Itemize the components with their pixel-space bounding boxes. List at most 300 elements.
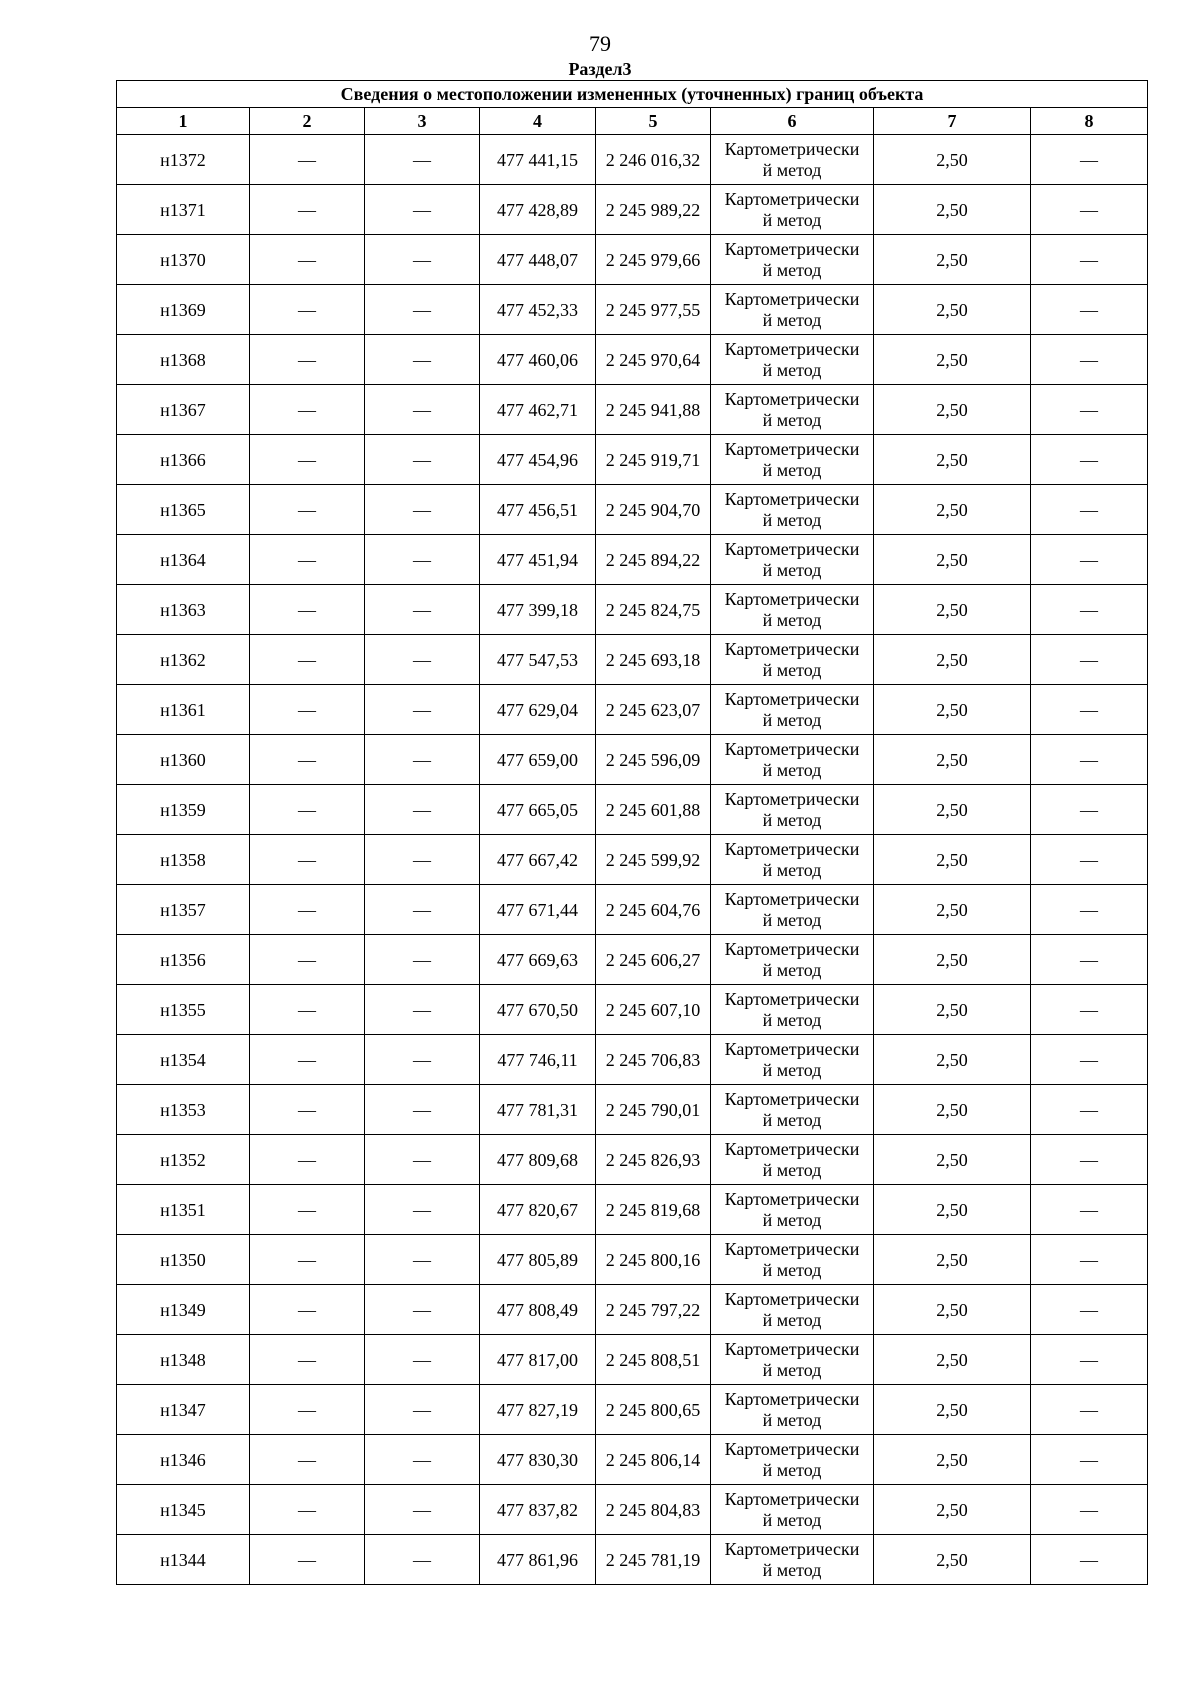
empty-dash-cell: — [365, 235, 480, 285]
point-number-cell: н1371 [117, 185, 250, 235]
method-line-2: й метод [762, 1009, 822, 1030]
empty-dash-cell: — [250, 1385, 365, 1435]
y-coordinate-cell: 2 245 806,14 [596, 1435, 711, 1485]
accuracy-cell: 2,50 [874, 1485, 1031, 1535]
point-number-cell: н1344 [117, 1535, 250, 1585]
x-coordinate-cell: 477 827,19 [480, 1385, 596, 1435]
point-number-cell: н1358 [117, 835, 250, 885]
y-coordinate-cell: 2 245 989,22 [596, 185, 711, 235]
accuracy-cell: 2,50 [874, 835, 1031, 885]
accuracy-cell: 2,50 [874, 1085, 1031, 1135]
point-number-cell: н1354 [117, 1035, 250, 1085]
empty-dash-cell: — [1031, 1285, 1148, 1335]
empty-dash-cell: — [1031, 685, 1148, 735]
method-line-1: Картометрически [724, 488, 860, 509]
empty-dash-cell: — [365, 885, 480, 935]
empty-dash-cell: — [1031, 435, 1148, 485]
empty-dash-cell: — [250, 1285, 365, 1335]
accuracy-cell: 2,50 [874, 735, 1031, 785]
y-coordinate-cell: 2 245 596,09 [596, 735, 711, 785]
empty-dash-cell: — [250, 1485, 365, 1535]
coordinates-table [116, 80, 1148, 1585]
method-line-2: й метод [762, 409, 822, 430]
column-numbers-row [117, 108, 1148, 135]
table-body [117, 135, 1148, 1585]
y-coordinate-cell: 2 245 601,88 [596, 785, 711, 835]
table-row [117, 1285, 1148, 1335]
empty-dash-cell: — [1031, 1435, 1148, 1485]
accuracy-cell: 2,50 [874, 1285, 1031, 1335]
empty-dash-cell: — [250, 1085, 365, 1135]
x-coordinate-cell: 477 830,30 [480, 1435, 596, 1485]
y-coordinate-cell: 2 245 804,83 [596, 1485, 711, 1535]
empty-dash-cell: — [1031, 735, 1148, 785]
point-number-cell: н1356 [117, 935, 250, 985]
empty-dash-cell: — [250, 1135, 365, 1185]
x-coordinate-cell: 477 428,89 [480, 185, 596, 235]
method-cell [711, 285, 874, 335]
y-coordinate-cell: 2 245 979,66 [596, 235, 711, 285]
empty-dash-cell: — [365, 685, 480, 735]
table-row [117, 585, 1148, 635]
x-coordinate-cell: 477 820,67 [480, 1185, 596, 1235]
empty-dash-cell: — [365, 985, 480, 1035]
table-row [117, 785, 1148, 835]
method-line-2: й метод [762, 559, 822, 580]
method-line-1: Картометрически [724, 638, 860, 659]
method-line-1: Картометрически [724, 1388, 860, 1409]
x-coordinate-cell: 477 454,96 [480, 435, 596, 485]
empty-dash-cell: — [250, 485, 365, 535]
x-coordinate-cell: 477 817,00 [480, 1335, 596, 1385]
method-cell [711, 735, 874, 785]
method-line-1: Картометрически [724, 288, 860, 309]
method-line-1: Картометрически [724, 1038, 860, 1059]
point-number-cell: н1361 [117, 685, 250, 735]
x-coordinate-cell: 477 805,89 [480, 1235, 596, 1285]
empty-dash-cell: — [1031, 335, 1148, 385]
y-coordinate-cell: 2 245 781,19 [596, 1535, 711, 1585]
method-line-2: й метод [762, 1309, 822, 1330]
empty-dash-cell: — [365, 1285, 480, 1335]
method-line-1: Картометрически [724, 788, 860, 809]
empty-dash-cell: — [250, 435, 365, 485]
method-line-1: Картометрически [724, 1088, 860, 1109]
method-line-2: й метод [762, 1059, 822, 1080]
empty-dash-cell: — [1031, 1385, 1148, 1435]
method-line-2: й метод [762, 1509, 822, 1530]
empty-dash-cell: — [1031, 485, 1148, 535]
empty-dash-cell: — [250, 135, 365, 185]
empty-dash-cell: — [365, 285, 480, 335]
column-number: 2 [250, 108, 365, 135]
empty-dash-cell: — [365, 535, 480, 585]
empty-dash-cell: — [1031, 1235, 1148, 1285]
empty-dash-cell: — [365, 1135, 480, 1185]
point-number-cell: н1353 [117, 1085, 250, 1135]
x-coordinate-cell: 477 861,96 [480, 1535, 596, 1585]
empty-dash-cell: — [1031, 1035, 1148, 1085]
accuracy-cell: 2,50 [874, 235, 1031, 285]
y-coordinate-cell: 2 245 800,65 [596, 1385, 711, 1435]
method-cell [711, 535, 874, 585]
method-cell [711, 1035, 874, 1085]
table-row [117, 685, 1148, 735]
method-line-1: Картометрически [724, 438, 860, 459]
point-number-cell: н1362 [117, 635, 250, 685]
x-coordinate-cell: 477 629,04 [480, 685, 596, 735]
page-number: 79 [589, 31, 611, 56]
empty-dash-cell: — [1031, 985, 1148, 1035]
column-number: 3 [365, 108, 480, 135]
empty-dash-cell: — [250, 1335, 365, 1385]
method-cell [711, 785, 874, 835]
column-number: 4 [480, 108, 596, 135]
method-line-2: й метод [762, 1109, 822, 1130]
accuracy-cell: 2,50 [874, 685, 1031, 735]
table-row [117, 285, 1148, 335]
table-row [117, 1385, 1148, 1435]
column-number: 8 [1031, 108, 1148, 135]
point-number-cell: н1369 [117, 285, 250, 335]
method-line-1: Картометрически [724, 1538, 860, 1559]
table-row [117, 1235, 1148, 1285]
empty-dash-cell: — [365, 1185, 480, 1235]
accuracy-cell: 2,50 [874, 535, 1031, 585]
accuracy-cell: 2,50 [874, 935, 1031, 985]
method-line-2: й метод [762, 909, 822, 930]
empty-dash-cell: — [250, 385, 365, 435]
table-row [117, 1035, 1148, 1085]
x-coordinate-cell: 477 665,05 [480, 785, 596, 835]
empty-dash-cell: — [365, 1335, 480, 1385]
method-line-2: й метод [762, 159, 822, 180]
method-cell [711, 1185, 874, 1235]
accuracy-cell: 2,50 [874, 1235, 1031, 1285]
point-number-cell: н1372 [117, 135, 250, 185]
point-number-cell: н1349 [117, 1285, 250, 1335]
table-row [117, 1435, 1148, 1485]
empty-dash-cell: — [365, 435, 480, 485]
point-number-cell: н1351 [117, 1185, 250, 1235]
method-cell [711, 1435, 874, 1485]
table-row [117, 1535, 1148, 1585]
method-cell [711, 835, 874, 885]
method-cell [711, 435, 874, 485]
empty-dash-cell: — [1031, 135, 1148, 185]
method-line-1: Картометрически [724, 1188, 860, 1209]
empty-dash-cell: — [1031, 1085, 1148, 1135]
method-cell [711, 635, 874, 685]
method-line-2: й метод [762, 659, 822, 680]
method-cell [711, 385, 874, 435]
accuracy-cell: 2,50 [874, 435, 1031, 485]
y-coordinate-cell: 2 245 790,01 [596, 1085, 711, 1135]
empty-dash-cell: — [1031, 835, 1148, 885]
method-line-2: й метод [762, 859, 822, 880]
y-coordinate-cell: 2 245 977,55 [596, 285, 711, 335]
empty-dash-cell: — [250, 1435, 365, 1485]
method-cell [711, 1135, 874, 1185]
y-coordinate-cell: 2 245 824,75 [596, 585, 711, 635]
table-row [117, 1185, 1148, 1235]
empty-dash-cell: — [250, 985, 365, 1035]
method-line-1: Картометрически [724, 838, 860, 859]
method-line-1: Картометрически [724, 988, 860, 1009]
empty-dash-cell: — [365, 1535, 480, 1585]
accuracy-cell: 2,50 [874, 635, 1031, 685]
accuracy-cell: 2,50 [874, 485, 1031, 535]
y-coordinate-cell: 2 245 606,27 [596, 935, 711, 985]
method-line-1: Картометрически [724, 888, 860, 909]
empty-dash-cell: — [250, 885, 365, 935]
accuracy-cell: 2,50 [874, 1535, 1031, 1585]
empty-dash-cell: — [1031, 935, 1148, 985]
method-line-2: й метод [762, 209, 822, 230]
y-coordinate-cell: 2 245 919,71 [596, 435, 711, 485]
point-number-cell: н1355 [117, 985, 250, 1035]
empty-dash-cell: — [365, 135, 480, 185]
accuracy-cell: 2,50 [874, 985, 1031, 1035]
x-coordinate-cell: 477 659,00 [480, 735, 596, 785]
method-line-2: й метод [762, 1459, 822, 1480]
method-line-1: Картометрически [724, 1438, 860, 1459]
method-line-2: й метод [762, 509, 822, 530]
table-row [117, 735, 1148, 785]
empty-dash-cell: — [1031, 185, 1148, 235]
x-coordinate-cell: 477 452,33 [480, 285, 596, 335]
empty-dash-cell: — [250, 235, 365, 285]
accuracy-cell: 2,50 [874, 185, 1031, 235]
method-cell [711, 1285, 874, 1335]
empty-dash-cell: — [365, 485, 480, 535]
x-coordinate-cell: 477 448,07 [480, 235, 596, 285]
method-line-2: й метод [762, 259, 822, 280]
y-coordinate-cell: 2 245 607,10 [596, 985, 711, 1035]
table-row [117, 135, 1148, 185]
y-coordinate-cell: 2 245 819,68 [596, 1185, 711, 1235]
method-cell [711, 1535, 874, 1585]
method-line-1: Картометрически [724, 588, 860, 609]
empty-dash-cell: — [365, 735, 480, 785]
table-row [117, 235, 1148, 285]
empty-dash-cell: — [250, 685, 365, 735]
method-cell [711, 485, 874, 535]
y-coordinate-cell: 2 245 894,22 [596, 535, 711, 585]
empty-dash-cell: — [1031, 785, 1148, 835]
table-row [117, 1085, 1148, 1135]
method-cell [711, 1485, 874, 1535]
method-line-1: Картометрически [724, 1238, 860, 1259]
x-coordinate-cell: 477 746,11 [480, 1035, 596, 1085]
method-cell [711, 335, 874, 385]
method-cell [711, 1385, 874, 1435]
method-line-2: й метод [762, 1559, 822, 1580]
x-coordinate-cell: 477 669,63 [480, 935, 596, 985]
method-cell [711, 935, 874, 985]
y-coordinate-cell: 2 245 623,07 [596, 685, 711, 735]
column-number: 1 [117, 108, 250, 135]
method-line-2: й метод [762, 609, 822, 630]
accuracy-cell: 2,50 [874, 1035, 1031, 1085]
empty-dash-cell: — [365, 1485, 480, 1535]
accuracy-cell: 2,50 [874, 135, 1031, 185]
empty-dash-cell: — [365, 1435, 480, 1485]
empty-dash-cell: — [1031, 1185, 1148, 1235]
point-number-cell: н1368 [117, 335, 250, 385]
x-coordinate-cell: 477 837,82 [480, 1485, 596, 1535]
empty-dash-cell: — [365, 935, 480, 985]
table-row [117, 335, 1148, 385]
table-row [117, 185, 1148, 235]
empty-dash-cell: — [365, 835, 480, 885]
table-row [117, 1335, 1148, 1385]
point-number-cell: н1348 [117, 1335, 250, 1385]
method-cell [711, 685, 874, 735]
table-row [117, 885, 1148, 935]
point-number-cell: н1360 [117, 735, 250, 785]
y-coordinate-cell: 2 245 941,88 [596, 385, 711, 435]
y-coordinate-cell: 2 245 800,16 [596, 1235, 711, 1285]
method-line-1: Картометрически [724, 388, 860, 409]
accuracy-cell: 2,50 [874, 1185, 1031, 1235]
method-line-2: й метод [762, 1409, 822, 1430]
x-coordinate-cell: 477 809,68 [480, 1135, 596, 1185]
empty-dash-cell: — [250, 285, 365, 335]
y-coordinate-cell: 2 245 706,83 [596, 1035, 711, 1085]
method-line-2: й метод [762, 459, 822, 480]
point-number-cell: н1357 [117, 885, 250, 935]
method-line-2: й метод [762, 809, 822, 830]
method-cell [711, 135, 874, 185]
method-line-1: Картометрически [724, 138, 860, 159]
accuracy-cell: 2,50 [874, 585, 1031, 635]
y-coordinate-cell: 2 245 797,22 [596, 1285, 711, 1335]
accuracy-cell: 2,50 [874, 1385, 1031, 1435]
table-row [117, 935, 1148, 985]
method-cell [711, 1085, 874, 1135]
empty-dash-cell: — [1031, 235, 1148, 285]
x-coordinate-cell: 477 451,94 [480, 535, 596, 585]
method-line-2: й метод [762, 709, 822, 730]
empty-dash-cell: — [250, 1235, 365, 1285]
table-row [117, 535, 1148, 585]
empty-dash-cell: — [250, 635, 365, 685]
x-coordinate-cell: 477 670,50 [480, 985, 596, 1035]
x-coordinate-cell: 477 456,51 [480, 485, 596, 535]
point-number-cell: н1367 [117, 385, 250, 435]
table-caption-row [117, 81, 1148, 108]
y-coordinate-cell: 2 245 604,76 [596, 885, 711, 935]
method-line-1: Картометрически [724, 188, 860, 209]
accuracy-cell: 2,50 [874, 1335, 1031, 1385]
method-cell [711, 1235, 874, 1285]
method-line-2: й метод [762, 1159, 822, 1180]
empty-dash-cell: — [1031, 535, 1148, 585]
column-number: 5 [596, 108, 711, 135]
empty-dash-cell: — [1031, 285, 1148, 335]
method-line-1: Картометрически [724, 1488, 860, 1509]
point-number-cell: н1347 [117, 1385, 250, 1435]
accuracy-cell: 2,50 [874, 1135, 1031, 1185]
table-row [117, 985, 1148, 1035]
method-line-1: Картометрически [724, 1338, 860, 1359]
table-row [117, 385, 1148, 435]
table-row [117, 835, 1148, 885]
empty-dash-cell: — [365, 785, 480, 835]
column-number: 6 [711, 108, 874, 135]
empty-dash-cell: — [365, 585, 480, 635]
point-number-cell: н1359 [117, 785, 250, 835]
method-line-1: Картометрически [724, 688, 860, 709]
y-coordinate-cell: 2 245 693,18 [596, 635, 711, 685]
method-line-2: й метод [762, 959, 822, 980]
empty-dash-cell: — [1031, 585, 1148, 635]
accuracy-cell: 2,50 [874, 285, 1031, 335]
method-line-2: й метод [762, 759, 822, 780]
accuracy-cell: 2,50 [874, 1435, 1031, 1485]
x-coordinate-cell: 477 441,15 [480, 135, 596, 185]
empty-dash-cell: — [250, 335, 365, 385]
y-coordinate-cell: 2 245 826,93 [596, 1135, 711, 1185]
accuracy-cell: 2,50 [874, 335, 1031, 385]
empty-dash-cell: — [1031, 385, 1148, 435]
x-coordinate-cell: 477 667,42 [480, 835, 596, 885]
y-coordinate-cell: 2 245 904,70 [596, 485, 711, 535]
empty-dash-cell: — [365, 1385, 480, 1435]
empty-dash-cell: — [1031, 1485, 1148, 1535]
accuracy-cell: 2,50 [874, 885, 1031, 935]
table-row [117, 1135, 1148, 1185]
empty-dash-cell: — [250, 1535, 365, 1585]
empty-dash-cell: — [365, 635, 480, 685]
empty-dash-cell: — [250, 735, 365, 785]
column-number: 7 [874, 108, 1031, 135]
empty-dash-cell: — [1031, 1335, 1148, 1385]
empty-dash-cell: — [250, 1035, 365, 1085]
empty-dash-cell: — [250, 935, 365, 985]
point-number-cell: н1352 [117, 1135, 250, 1185]
method-line-2: й метод [762, 309, 822, 330]
method-line-2: й метод [762, 359, 822, 380]
point-number-cell: н1363 [117, 585, 250, 635]
empty-dash-cell: — [250, 185, 365, 235]
empty-dash-cell: — [250, 535, 365, 585]
empty-dash-cell: — [1031, 885, 1148, 935]
x-coordinate-cell: 477 808,49 [480, 1285, 596, 1335]
method-cell [711, 1335, 874, 1385]
point-number-cell: н1364 [117, 535, 250, 585]
method-line-2: й метод [762, 1209, 822, 1230]
y-coordinate-cell: 2 245 970,64 [596, 335, 711, 385]
section-title: Раздел3 [568, 59, 632, 79]
empty-dash-cell: — [250, 785, 365, 835]
table-row [117, 485, 1148, 535]
x-coordinate-cell: 477 547,53 [480, 635, 596, 685]
empty-dash-cell: — [365, 185, 480, 235]
x-coordinate-cell: 477 671,44 [480, 885, 596, 935]
x-coordinate-cell: 477 460,06 [480, 335, 596, 385]
empty-dash-cell: — [1031, 1135, 1148, 1185]
method-line-1: Картометрически [724, 338, 860, 359]
empty-dash-cell: — [365, 335, 480, 385]
accuracy-cell: 2,50 [874, 785, 1031, 835]
method-line-2: й метод [762, 1259, 822, 1280]
empty-dash-cell: — [365, 385, 480, 435]
method-cell [711, 585, 874, 635]
method-line-1: Картометрически [724, 538, 860, 559]
table-row [117, 435, 1148, 485]
